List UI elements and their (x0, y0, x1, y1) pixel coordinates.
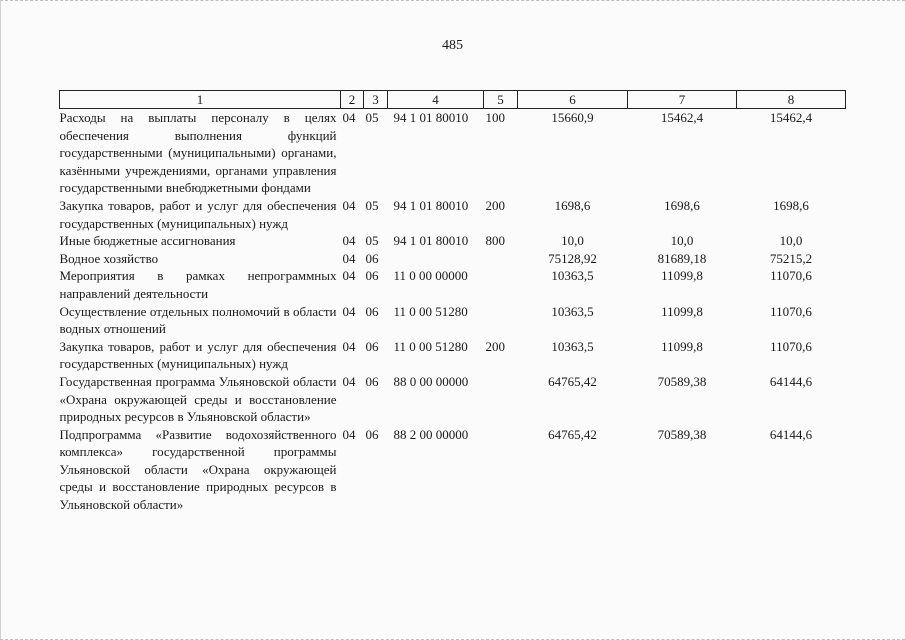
row-value-year-2: 70589,38 (657, 426, 707, 442)
row-value-year-2: 10,0 (670, 233, 694, 249)
header-cell-year-2: 7 (628, 91, 737, 109)
table-row (60, 197, 846, 232)
row-target-article: 11 0 00 51280 (393, 338, 468, 354)
row-value-year-1: 64765,42 (548, 373, 597, 389)
row-value-year-1: 64765,42 (548, 426, 597, 442)
row-subsection: 06 (365, 373, 379, 389)
row-value-year-3: 11070,6 (770, 338, 812, 354)
table-row (60, 303, 846, 338)
row-section: 04 (342, 268, 356, 284)
header-cell-year-1: 6 (518, 91, 628, 109)
row-value-year-1: 75128,92 (548, 250, 597, 266)
row-value-year-1: 10363,5 (551, 338, 594, 354)
row-expense-type (484, 250, 518, 268)
row-target-article: 94 1 01 80010 (393, 197, 469, 213)
row-name: Расходы на выплаты персоналу в целях обеспечения выполнения функций государственными (муниципальными) органами, казёнными учреждениями, органами управления государственными внебюджетными фондами (59, 110, 337, 196)
row-value-year-2: 1698,6 (664, 197, 700, 213)
row-subsection: 06 (365, 338, 379, 354)
row-value-year-3: 1698,6 (773, 197, 809, 213)
row-value-year-2: 11099,8 (661, 338, 703, 354)
row-value-year-3: 10,0 (779, 233, 803, 249)
row-expense-type: 200 (485, 338, 505, 354)
row-value-year-2: 81689,18 (657, 250, 707, 266)
row-subsection: 05 (365, 233, 379, 249)
header-row (60, 91, 846, 109)
row-section: 04 (342, 197, 356, 213)
page-number: 485 (442, 38, 463, 53)
header-cell-target-article: 4 (388, 91, 484, 109)
row-value-year-1: 10363,5 (551, 268, 594, 284)
row-section: 04 (342, 338, 356, 354)
row-name: Иные бюджетные ассигнования (59, 233, 236, 249)
row-target-article: 88 2 00 00000 (393, 426, 469, 442)
row-target-article: 94 1 01 80010 (393, 233, 469, 249)
row-target-article: 88 0 00 00000 (393, 373, 469, 389)
table-row (60, 232, 846, 250)
row-expense-type (484, 373, 518, 426)
row-value-year-3: 75215,2 (769, 250, 813, 266)
table-row (60, 250, 846, 268)
row-value-year-1: 10,0 (561, 233, 584, 249)
row-value-year-2: 11099,8 (661, 303, 703, 319)
table-row (60, 109, 846, 197)
row-expense-type (484, 426, 518, 514)
table-row (60, 338, 846, 373)
row-target-article: 11 0 00 00000 (393, 268, 468, 284)
row-name: Водное хозяйство (59, 250, 159, 266)
row-value-year-3: 15462,4 (769, 110, 813, 125)
row-subsection: 06 (365, 426, 379, 442)
row-value-year-1: 1698,6 (554, 197, 591, 213)
scan-edge-top (0, 0, 905, 5)
scan-edge-left (0, 0, 3, 640)
header-cell-section: 2 (341, 91, 364, 109)
row-expense-type (484, 303, 518, 338)
row-subsection: 06 (365, 303, 379, 319)
header-cell-year-3: 8 (737, 91, 846, 109)
row-section: 04 (342, 110, 356, 125)
header-cell-expense-type: 5 (484, 91, 518, 109)
budget-table (59, 90, 846, 514)
row-subsection: 05 (365, 197, 379, 213)
row-section: 04 (342, 426, 356, 442)
row-target-article: 11 0 00 51280 (393, 303, 468, 319)
row-value-year-2: 70589,38 (657, 373, 707, 389)
row-name: Мероприятия в рамках непрограммных направлений деятельности (59, 268, 337, 301)
row-value-year-1: 10363,5 (551, 303, 594, 319)
header-cell-name: 1 (60, 91, 341, 109)
row-subsection: 06 (365, 268, 379, 284)
row-value-year-1: 15660,9 (551, 110, 594, 125)
row-name: Государственная программа Ульяновской области «Охрана окружающей среды и восстановление природных ресурсов в Ульяновской области» (59, 373, 337, 425)
row-value-year-3: 11070,6 (770, 268, 812, 284)
row-expense-type: 800 (485, 233, 505, 249)
row-subsection: 06 (365, 250, 379, 266)
row-value-year-3: 64144,6 (769, 373, 813, 389)
table-row (60, 373, 846, 426)
row-target-article: 94 1 01 80010 (393, 110, 469, 125)
row-name: Закупка товаров, работ и услуг для обеспечения государственных (муниципальных) нужд (59, 197, 337, 231)
row-expense-type (484, 267, 518, 302)
scan-edge-bottom (0, 633, 905, 640)
row-value-year-3: 11070,6 (770, 303, 812, 319)
row-section: 04 (342, 373, 356, 389)
row-expense-type: 100 (485, 110, 505, 125)
row-expense-type: 200 (485, 197, 505, 213)
row-value-year-2: 11099,8 (661, 268, 703, 284)
table-row (60, 426, 846, 514)
row-value-year-3: 64144,6 (769, 426, 813, 442)
row-name: Закупка товаров, работ и услуг для обеспечения государственных (муниципальных) нужд (59, 338, 337, 372)
header-cell-subsection: 3 (364, 91, 388, 109)
row-subsection: 05 (365, 110, 379, 125)
row-name: Подпрограмма «Развитие водохозяйственного комплекса» государственной программы Ульяновской области «Охрана окружающей среды и восстановление природных ресурсов в Ульяновской области» (59, 426, 337, 513)
table-row (60, 267, 846, 302)
row-section: 04 (342, 233, 356, 249)
row-value-year-2: 15462,4 (660, 110, 704, 125)
row-section: 04 (342, 303, 356, 319)
row-section: 04 (342, 250, 356, 266)
row-name: Осуществление отдельных полномочий в области водных отношений (59, 303, 337, 337)
row-target-article (388, 250, 484, 268)
